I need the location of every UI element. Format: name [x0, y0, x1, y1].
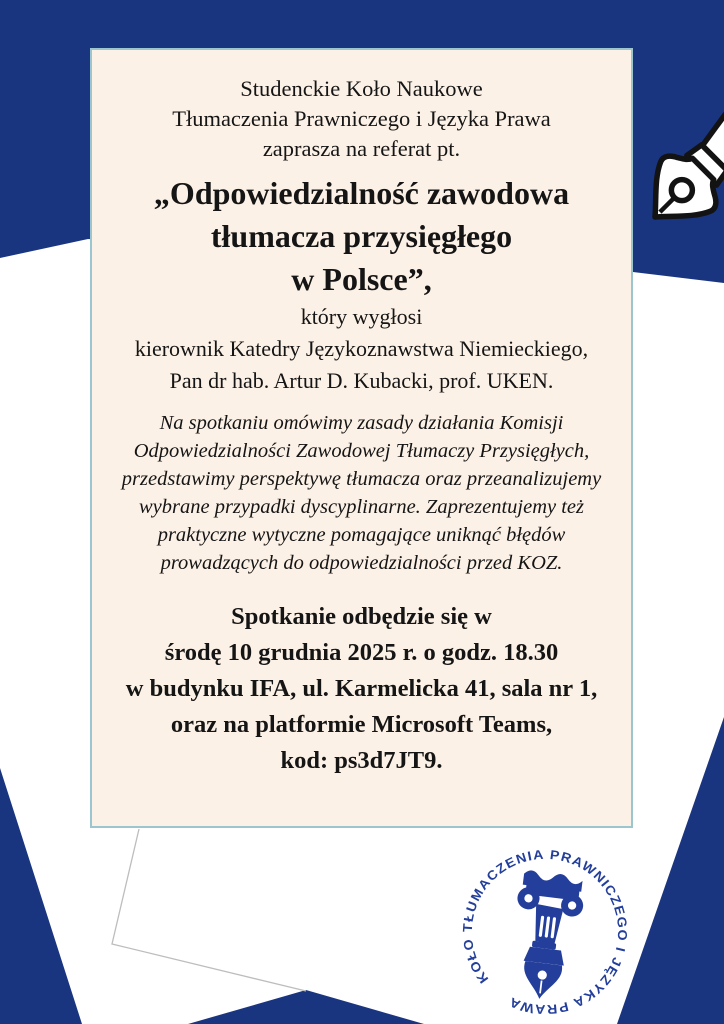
- speaker-line: kierownik Katedry Językoznawstwa Niemieckiego,: [134, 336, 589, 361]
- org-name-line: Tłumaczenia Prawniczego i Języka Prawa: [172, 106, 551, 131]
- lecture-title: [92, 172, 631, 301]
- meeting-details-line: oraz na platformie Microsoft Teams,: [170, 711, 553, 738]
- organization-header: [92, 74, 631, 164]
- org-name-line: Studenckie Koło Naukowe: [240, 76, 483, 101]
- meeting-details-line: środę 10 grudnia 2025 r. o godz. 18.30: [164, 639, 559, 666]
- lecture-title-line: w Polsce”,: [291, 261, 432, 297]
- abstract-line: Odpowiedzialności Zawodowej Tłumaczy Przysięgłych,: [133, 440, 590, 462]
- meeting-details-line: kod: ps3d7JT9.: [280, 747, 443, 774]
- meeting-details-line: Spotkanie odbędzie się w: [231, 603, 492, 630]
- meeting-details-line: w budynku IFA, ul. Karmelicka 41, sala nr 1,: [125, 675, 598, 702]
- speaker-line: który wygłosi: [300, 304, 423, 329]
- abstract-line: przedstawimy perspektywę tłumacza oraz przeanalizujemy: [121, 468, 602, 490]
- abstract-line: wybrane przypadki dyscyplinarne. Zaprezentujemy też: [138, 496, 585, 518]
- invite-line: zaprasza na referat pt.: [262, 136, 461, 161]
- club-logo: [455, 842, 635, 1022]
- speaker-info: [92, 301, 631, 397]
- abstract-line: praktyczne wytyczne pomagające uniknąć błędów: [157, 524, 566, 546]
- speaker-line: Pan dr hab. Artur D. Kubacki, prof. UKEN.: [169, 368, 554, 393]
- logo-ring-text: KOŁO TŁUMACZENIA PRAWNICZEGO I JĘZYKA PRAWA: [459, 846, 631, 1018]
- lecture-title-line: tłumacza przysięgłego: [210, 218, 513, 254]
- lecture-title-line: „Odpowiedzialność zawodowa: [153, 175, 570, 211]
- abstract-text: [92, 409, 631, 577]
- abstract-line: prowadzących do odpowiedzialności przed KOZ.: [160, 552, 563, 574]
- abstract-line: Na spotkaniu omówimy zasady działania Komisji: [159, 412, 564, 434]
- meeting-details: [92, 599, 631, 779]
- invitation-panel: [90, 48, 633, 828]
